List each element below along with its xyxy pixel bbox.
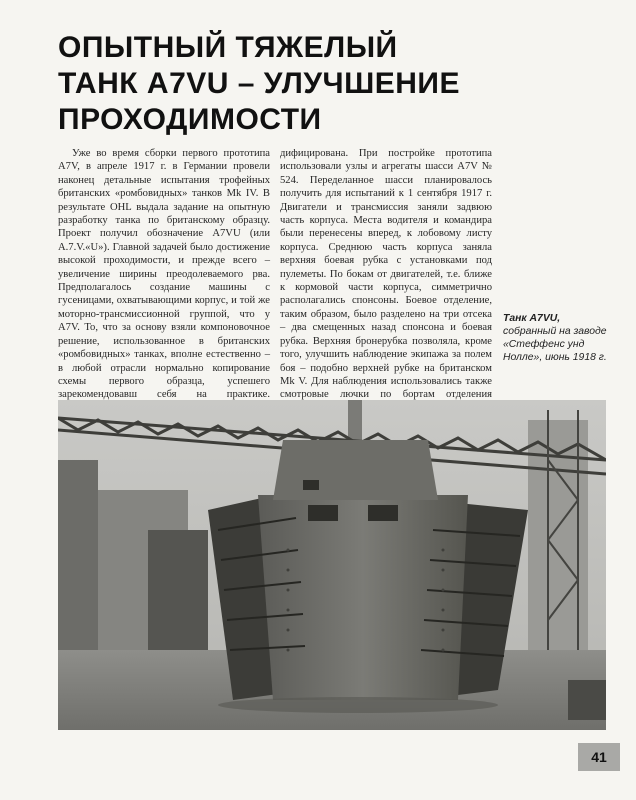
title-line-2: ТАНК A7VU – УЛУЧШЕНИЕ bbox=[58, 67, 460, 100]
tank-photo-illustration bbox=[58, 400, 606, 730]
text-column-1 bbox=[58, 147, 270, 429]
tank-photo bbox=[58, 400, 606, 730]
page-number: 41 bbox=[578, 743, 620, 771]
caption-title: Танк A7VU, bbox=[503, 313, 561, 324]
title-line-3: ПРОХОДИМОСТИ bbox=[58, 103, 322, 136]
photo-caption bbox=[503, 312, 613, 364]
title-line-1: ОПЫТНЫЙ ТЯЖЕЛЫЙ bbox=[58, 31, 398, 64]
column-1-paragraph: Уже во время сборки первого прототипа A7V, в апреле 1917 г. в Германии провели наконец детальные испытания трофейных британских «ромбовидных» танков Mk IV. В результате OHL выдала задание на опытную разработку танка по британскому образцу. Проект получил обозначение A7VU (или A.7.V.«U»). Главной задачей было достижение высокой проходимости, и прежде всего – увеличение ширины преодолеваемого рва. Предполагалось создание машины с гусеницами, охватывающими корпус, и той же моторно-трансмиссионной группой, что у A7V. То, что за основу взяли компоновочное решение, использованное в британских «ромбовидных» танках, вполне естественно – в любой отрасли нормально копирование схемы первого образца, успешего зарекомендовавш себя на практике. bbox=[58, 148, 270, 401]
page-title bbox=[58, 30, 528, 138]
column-2-paragraph: дифицирована. При постройке прототипа использовали узлы и агрегаты шасси A7V № 524. Переделанное шасси планировалось получить для испытаний к 1 сентября 1917 г. Двигатели и трансмиссия заняли задвюю часть корпуса. Места водителя и командира были перенесены вперед, к лобовому листу корпуса. Среднюю часть корпуса заняла верхняя боевая рубка с установками под пулеметы. По бокам от двигателей, т.е. ближе к кормовой части корпуса, симметрично располагались спонсоны. Боевое отделение, таким образом, было разделено на три отсека – два смещенных назад спонсона и боевая рубка. Верхняя бронерубка позволяла, кроме того, улучшить наблюдение экипажа за полем боя – подобно верхней рубке на британском Mk V. Для наблюдения использовались также смотровые лючки по бортам отделения bbox=[280, 148, 492, 401]
caption-text: собранный на заводе «Стеффенс унд Нолле», июнь 1918 г. bbox=[503, 326, 607, 363]
text-column-2 bbox=[280, 147, 492, 429]
